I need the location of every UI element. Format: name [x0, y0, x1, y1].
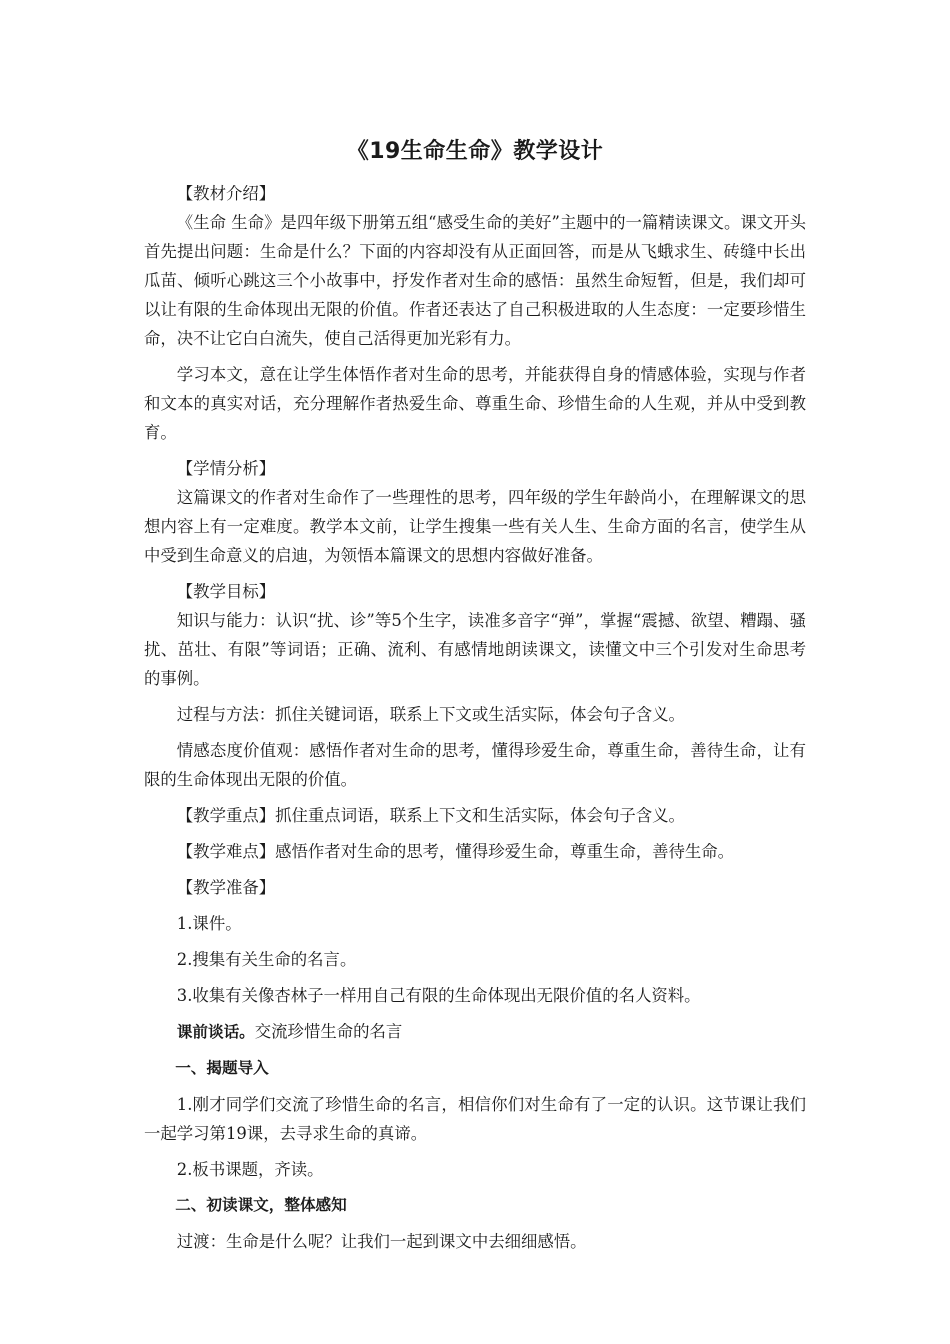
list-item-intro-1: 1.刚才同学们交流了珍惜生命的名言，相信你们对生命有了一定的认识。这节课让我们一起学习第19课，去寻求生命的真谛。 [144, 1095, 806, 1143]
section-heading-student-analysis: 【学情分析】 [176, 459, 276, 478]
paragraph-goal-knowledge: 知识与能力：认识“扰、诊”等5个生字，读准多音字“弹”，掌握“震撼、欲望、糟蹋、骚扰、茁壮、有限”等词语；正确、流利、有感情地朗读课文，读懂文中三个引发对生命思考的事例。 [144, 611, 806, 688]
list-item-prep-2: 2.搜集有关生命的名言。 [176, 950, 357, 969]
section-heading-textbook-intro: 【教材介绍】 [176, 184, 276, 203]
section-heading-preparation: 【教学准备】 [176, 878, 276, 897]
list-item-intro-2: 2.板书课题，齐读。 [176, 1160, 324, 1179]
pre-class-talk-label: 课前谈话。 [176, 1023, 255, 1041]
paragraph-teaching-difficulty: 【教学难点】感悟作者对生命的思考，懂得珍爱生命，尊重生命，善待生命。 [176, 842, 735, 861]
paragraph-student-analysis: 这篇课文的作者对生命作了一些理性的思考，四年级的学生年龄尚小，在理解课文的思想内容上有一定难度。教学本文前，让学生搜集一些有关人生、生命方面的名言，使学生从中受到生命意义的启迪，为领悟本篇课文的思想内容做好准备。 [144, 488, 806, 565]
paragraph-goal-process: 过程与方法：抓住关键词语，联系上下文或生活实际，体会句子含义。 [176, 705, 685, 724]
list-item-prep-1: 1.课件。 [176, 914, 242, 933]
paragraph-pre-class-talk [144, 1017, 806, 1047]
paragraph-transition: 过渡：生命是什么呢？让我们一起到课文中去细细感悟。 [176, 1232, 587, 1251]
section-heading-teaching-goals: 【教学目标】 [176, 582, 276, 601]
section-heading-first-reading: 二、初读课文，整体感知 [175, 1196, 347, 1214]
list-item-prep-3: 3.收集有关像杏林子一样用自己有限的生命体现出无限价值的名人资料。 [176, 986, 701, 1005]
paragraph-learning-purpose: 学习本文，意在让学生体悟作者对生命的思考，并能获得自身的情感体验，实现与作者和文本的真实对话，充分理解作者热爱生命、尊重生命、珍惜生命的人生观，并从中受到教育。 [144, 365, 806, 442]
pre-class-talk-text: 交流珍惜生命的名言 [254, 1022, 403, 1041]
section-heading-intro: 一、揭题导入 [175, 1059, 269, 1077]
paragraph-teaching-focus: 【教学重点】抓住重点词语，联系上下文和生活实际，体会句子含义。 [176, 806, 685, 825]
document-body [144, 179, 806, 1256]
paragraph-goal-emotion: 情感态度价值观：感悟作者对生命的思考，懂得珍爱生命，尊重生命，善待生命，让有限的生命体现出无限的价值。 [144, 741, 806, 789]
document-title: 《19生命生命》教学设计 [346, 139, 604, 164]
paragraph-textbook-intro: 《生命 生命》是四年级下册第五组“感受生命的美好”主题中的一篇精读课文。课文开头首先提出问题：生命是什么？下面的内容却没有从正面回答，而是从飞蛾求生、砖缝中长出瓜苗、倾听心跳这三个小故事中，抒发作者对生命的感悟：虽然生命短暂，但是，我们却可以让有限的生命体现出无限的价值。作者还表达了自己积极进取的人生态度：一定要珍惜生命，决不让它白白流失，使自己活得更加光彩有力。 [144, 213, 806, 348]
